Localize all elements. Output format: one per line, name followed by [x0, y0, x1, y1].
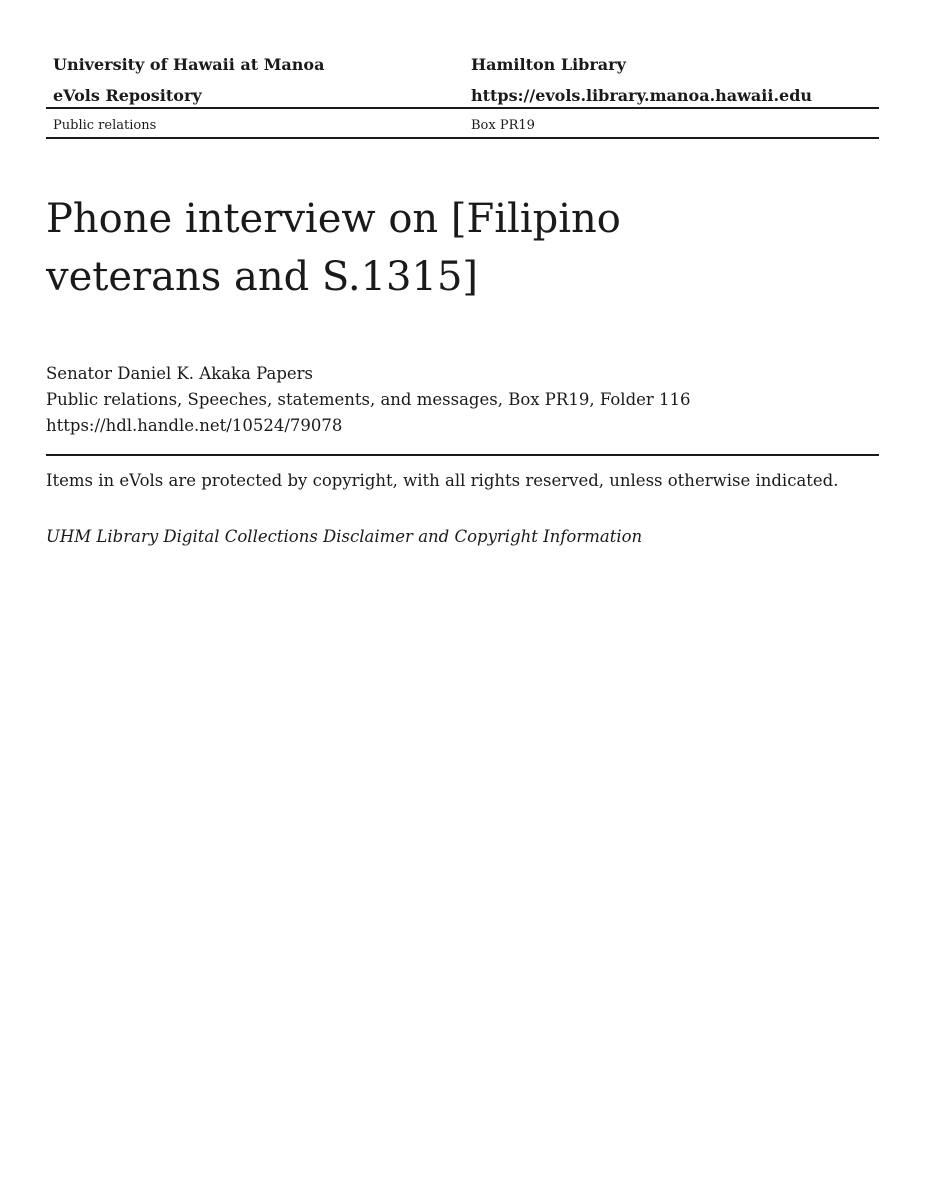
header-divider-bottom — [46, 137, 879, 139]
title-line-2: veterans and S.1315] — [46, 254, 479, 300]
title-line-1: Phone interview on [Filipino — [46, 196, 621, 242]
document-title — [46, 190, 666, 306]
repository-name: eVols Repository — [53, 86, 202, 105]
collection-series: Public relations — [53, 118, 157, 133]
document-metadata — [46, 361, 691, 439]
metadata-divider — [46, 454, 879, 456]
copyright-notice: Items in eVols are protected by copyright, with all rights reserved, unless otherwise indicated. — [46, 471, 839, 490]
disclaimer-link[interactable]: UHM Library Digital Collections Disclaimer and Copyright Information — [46, 527, 643, 546]
collection-name: Senator Daniel K. Akaka Papers — [46, 364, 314, 383]
folder-location: Public relations, Speeches, statements, and messages, Box PR19, Folder 116 — [46, 390, 691, 409]
box-label: Box PR19 — [471, 118, 535, 133]
library-name: Hamilton Library — [471, 55, 626, 74]
institution-name: University of Hawaii at Manoa — [53, 55, 325, 74]
header-row-1 — [46, 54, 879, 76]
header-divider-top — [46, 107, 879, 109]
header-row-3 — [46, 117, 879, 135]
repository-url[interactable]: https://evols.library.manoa.hawaii.edu — [471, 86, 813, 105]
header-row-2 — [46, 85, 879, 107]
handle-link[interactable]: https://hdl.handle.net/10524/79078 — [46, 416, 343, 435]
